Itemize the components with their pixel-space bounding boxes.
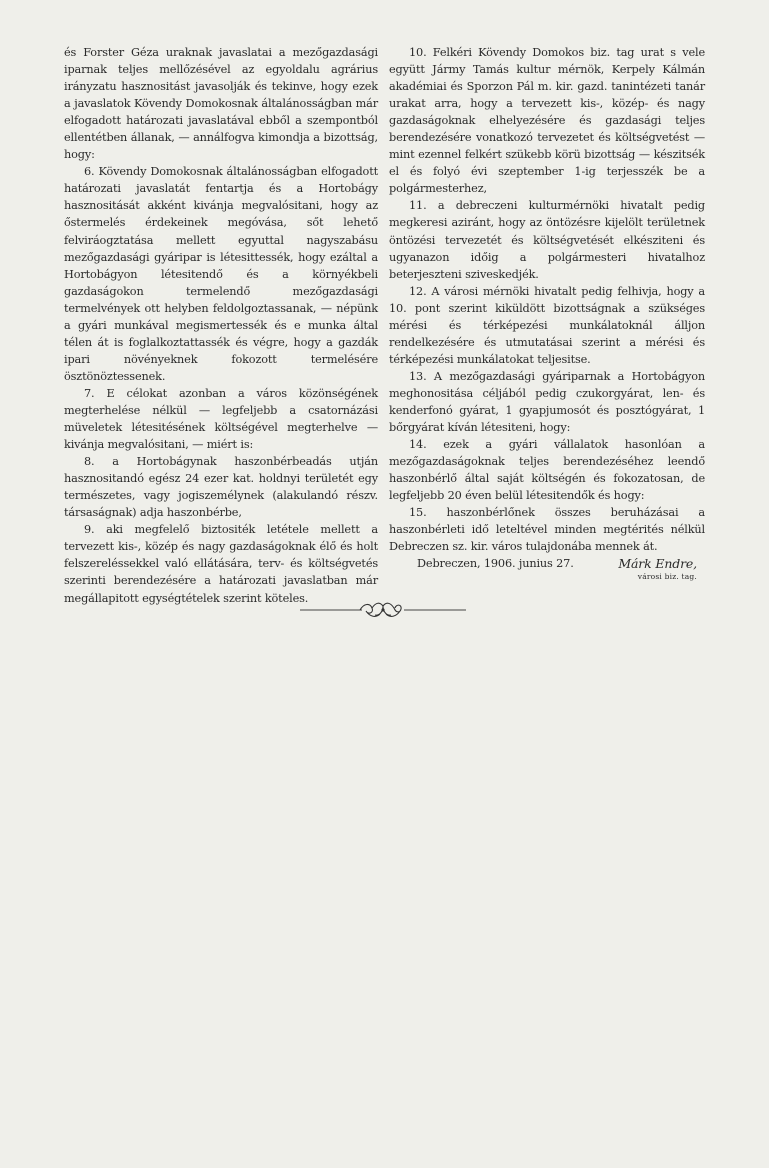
paragraph: 14. ezek a gyári vállalatok hasonlóan a mezőgazdaságoknak teljes berendezéséhez leendő haszonbérlő által saját költségén és fokozatosan, de legfeljebb 20 éven belül létesitendők és hogy: bbox=[389, 438, 705, 503]
signature-block bbox=[389, 555, 705, 572]
right-column bbox=[389, 44, 705, 582]
paragraph: és Forster Géza uraknak javaslatai a mezőgazdasági iparnak teljes mellőzésével az egyoldalu agrárius irányzatu hasznositást javasolják és tekinve, hogy ezek a javaslatok Kövendy Domokosnak általánosságban már elfogadott határozati javaslatával ebből a szempontból ellentétben állanak, — annálfogva kimondja a bizottság, hogy: bbox=[64, 46, 378, 162]
paragraph: 8. a Hortobágynak haszonbérbeadás utján hasznositandó egész 24 ezer kat. holdnyi területét egy természetes, vagy jogiszemélynek (alakulandó részv. társaságnak) adja haszonbérbe, bbox=[64, 455, 378, 520]
paragraph: 10. Felkéri Kövendy Domokos biz. tag urat s vele együtt Jármy Tamás kultur mérnök, Kerpely Kálmán akadémiai és Sporzon Pál m. kir. gazd. tanintézeti tanár urakat arra, hogy a tervezett kis-, közép- és nagy gazdaságoknak elhelyezésére és gazdasági teljes berendezésére vonatkozó tervezetet és költségvetést — mint ezennel felkért szükebb körü bizottság — készitsék el és folyó évi szeptember 1-ig terjesszék be a polgármesterhez, bbox=[389, 46, 705, 196]
signature-name: Márk Endre, bbox=[618, 556, 697, 572]
paragraph: 15. haszonbérlőnek összes beruházásai a haszonbérleti idő leteltével minden megtérités nélkül Debreczen sz. kir. város tulajdonába mennek át. bbox=[389, 506, 705, 554]
ornament-divider-icon bbox=[300, 598, 466, 622]
paragraph: 6. Kövendy Domokosnak általánosságban elfogadott határozati javaslatát fentartja és a Hortobágy hasznositását akként kivánja megvalósitani, hogy az őstermelés érdekeinek megóvása, sőt lehető felviráogztatása mellett egyuttal nagyszabásu mezőgazdasági gyáripar is létesittessék, hogy ezáltal a Hortobágyon létesitendő és a környékbeli gazdaságokon termelendő mezőgazdasági termelvények ott helyben feldolgoztassanak, — népünk a gyári munkával megismertessék és e munka által télen át is foglalkoztattassék és végre, hogy a gazdák ipari növényeknek fokozott termelésére ösztönöztessenek. bbox=[64, 165, 378, 383]
place-date: Debreczen, 1906. junius 27. bbox=[417, 557, 574, 571]
left-column bbox=[64, 44, 378, 607]
paragraph: 9. aki megfelelő biztositék letétele mellett a tervezett kis-, közép és nagy gazdaságoknak élő és holt felszereléssekkel való ellátására, terv- és költségvetés szerinti berendezésére a határozati javaslatban már megállapitott egységtételek szerint köteles. bbox=[64, 523, 378, 605]
paragraph: 7. E célokat azonban a város közönségének megterhelése nélkül — legfeljebb a csatornázási müveletek létesitésének költségével megterhelve — kivánja megvalósitani, — miért is: bbox=[64, 386, 378, 452]
paragraph: 13. A mezőgazdasági gyáriparnak a Hortobágyon meghonositása céljából pedig czukorgyárat, len- és kenderfonó gyárat, 1 gyapjumosót és posztógyárat, 1 bőrgyárat kíván létesiteni, hogy: bbox=[389, 369, 705, 435]
paragraph: 12. A városi mérnöki hivatalt pedig felhivja, hogy a 10. pont szerint kiküldött bizottságnak a szükséges mérési és térképezési munkálatoknál álljon rendelkezésére és utmutatásai szerint a mérési és térképezési munkálatokat teljesitse. bbox=[389, 284, 705, 366]
paragraph: 11. a debreczeni kulturmérnöki hivatalt pedig megkeresi aziránt, hogy az öntözésre kijelölt területnek öntözési tervezetét és költségvetését elkésziteni és ugyanazon időig a polgármesteri hivatalhoz beterjeszteni sziveskedjék. bbox=[389, 199, 705, 281]
signature-title: városi biz. tag. bbox=[637, 572, 697, 582]
